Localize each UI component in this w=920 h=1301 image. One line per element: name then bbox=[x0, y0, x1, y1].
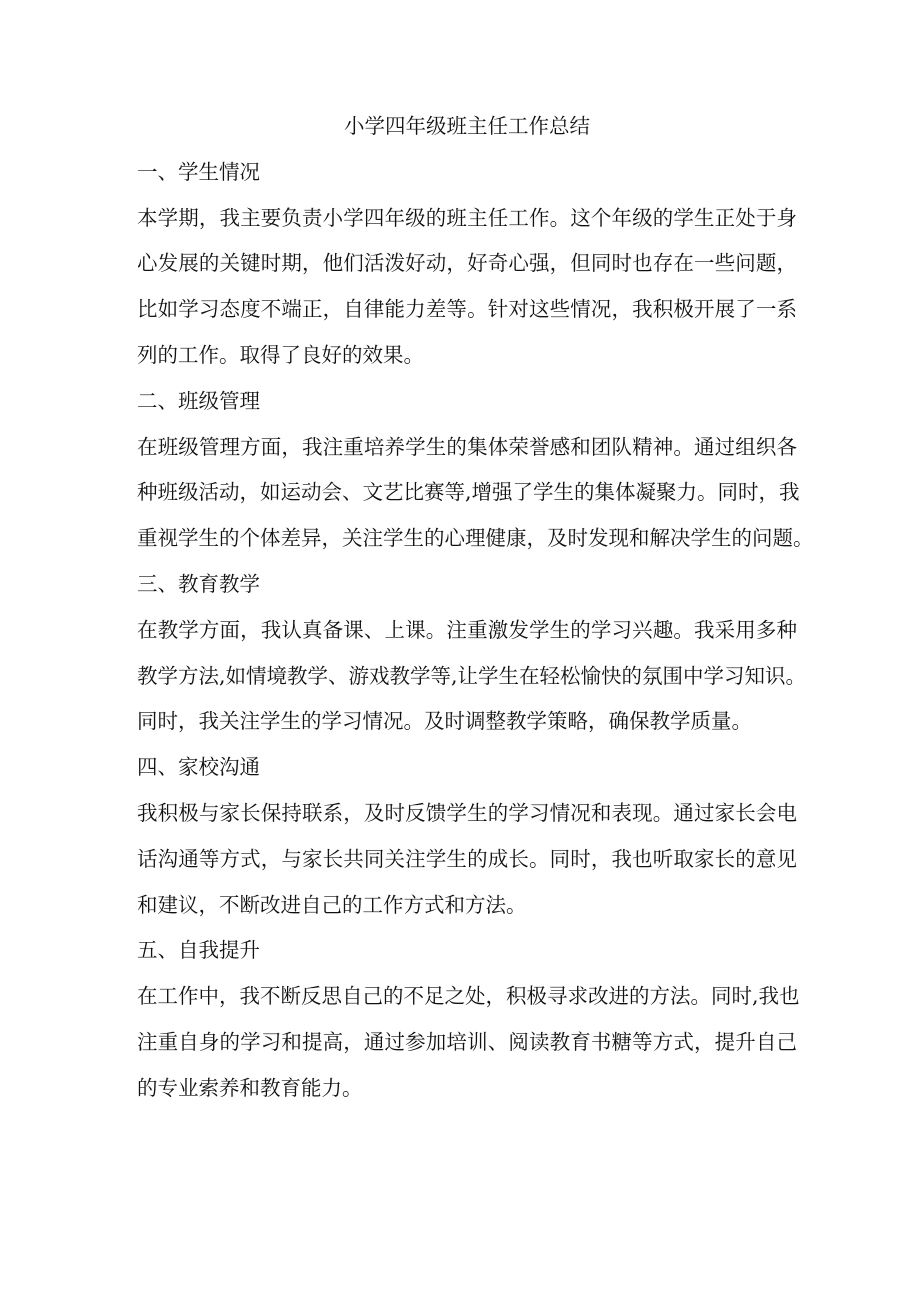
paragraph-line: 比如学习态度不端正，自律能力差等。针对这些情况，我积极开展了一系 bbox=[137, 297, 797, 322]
section-heading: 四、家校沟通 bbox=[137, 755, 260, 780]
paragraph-line: 教学方法,如情境教学、游戏教学等,让学生在轻松愉快的氛围中学习知识。 bbox=[137, 663, 807, 688]
paragraph-line: 同时，我关注学生的学习情况。及时调整教学策略，确保教学质量。 bbox=[137, 709, 752, 734]
paragraph-line: 我积极与家长保持联系，及时反馈学生的学习情况和表现。通过家长会电 bbox=[137, 800, 797, 825]
section-heading: 二、班级管理 bbox=[137, 388, 260, 413]
paragraph-line: 列的工作。取得了良好的效果。 bbox=[137, 342, 424, 367]
paragraph-line: 重视学生的个体差异，关注学生的心理健康，及时发现和解决学生的问题。 bbox=[137, 526, 814, 551]
paragraph-line: 本学期，我主要负责小学四年级的班主任工作。这个年级的学生正处于身 bbox=[137, 205, 797, 230]
document-title: 小学四年级班主任工作总结 bbox=[344, 114, 590, 138]
paragraph-line: 注重自身的学习和提高，通过参加培训、阅读教育书糖等方式，提升自己 bbox=[137, 1029, 797, 1054]
paragraph-line: 和建议，不断改进自己的工作方式和方法。 bbox=[137, 892, 527, 917]
paragraph-line: 在工作中，我不断反思自己的不足之处，积极寻求改进的方法。同时,我也 bbox=[137, 984, 800, 1009]
paragraph-line: 种班级活动，如运动会、文艺比赛等,增强了学生的集体凝聚力。同时，我 bbox=[137, 480, 800, 505]
section-heading: 五、自我提升 bbox=[137, 938, 260, 963]
paragraph-line: 在班级管理方面，我注重培养学生的集体荣誉感和团队精神。通过组织各 bbox=[137, 434, 797, 459]
section-heading: 三、教育教学 bbox=[137, 571, 260, 596]
paragraph-line: 在教学方面，我认真备课、上课。注重激发学生的学习兴趣。我采用多种 bbox=[137, 617, 797, 642]
document-page bbox=[137, 104, 814, 1112]
paragraph-line: 心发展的关键时期，他们活泼好动，好奇心强，但同时也存在一些问题， bbox=[137, 251, 797, 276]
paragraph-line: 话沟通等方式，与家长共同关注学生的成长。同时，我也听取家长的意见 bbox=[137, 846, 797, 871]
paragraph-line: 的专业索养和教育能力。 bbox=[137, 1075, 363, 1100]
section-heading: 一、学生情况 bbox=[137, 159, 260, 184]
